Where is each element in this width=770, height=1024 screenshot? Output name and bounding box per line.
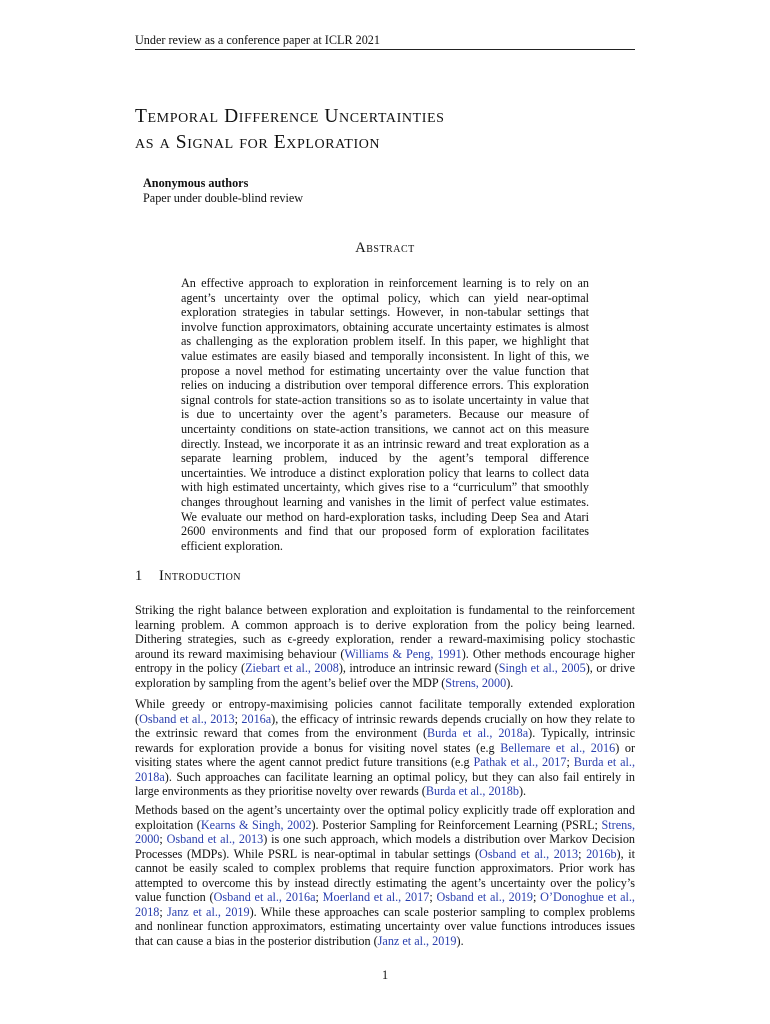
paragraph-text: ), it cannot be easily scaled to complex problems that require function approximators. Prior work has attempted to overcome this by instead directly estimating the agent’s uncertainty over the policy’s value function ( (135, 846, 635, 905)
citation-link[interactable]: Osband et al., 2019 (436, 890, 534, 905)
citation-link[interactable]: Osband et al., 2013 (139, 711, 235, 726)
section-number: 1 (135, 568, 143, 584)
paragraph-text: ; (315, 890, 323, 905)
paragraph-text: ), the efficacy of intrinsic rewards depends crucially on how they relate to the extrinsic reward that comes from the environment ( (135, 711, 635, 741)
paragraph-text: ; (578, 846, 587, 861)
paragraph-text: ). (518, 784, 527, 799)
intro-paragraph-1 (135, 603, 635, 690)
section-title: Introduction (159, 568, 241, 584)
abstract-text: An effective approach to exploration in reinforcement learning is to rely on an agent’s uncertainty over the optimal policy, which can yield near-optimal exploration strategies in tabular settings. However, in non-tabular settings that involve function approximators, obtaining accurate uncertainty estimates is almost as challenging as the exploration problem itself. In this paper, we highlight that value estimates are easily biased and temporally inconsistent. In light of this, we propose a novel method for estimating uncertainty over the value function that relies on inducing a distribution over temporal difference errors. This exploration signal controls for state-action transitions so as to isolate uncertainty in value that is due to uncertainty over the agent’s parameters. Because our measure of uncertainty conditions on state-action transitions, we cannot act on this measure directly. Instead, we incorporate it as an intrinsic reward and treat exploration as a separate learning problem, induced by the agent’s temporal difference uncertainties. We introduce a distinct exploration policy that learns to collect data with high estimated uncertainty, which gives rise to a “curriculum” that smoothly changes throughout learning and vanishes in the limit of perfect value estimates. We evaluate our method on hard-exploration tasks, including Deep Sea and Atari 2600 environments and find that our proposed form of exploration facilitates efficient exploration. (181, 276, 589, 553)
intro-paragraph-2 (135, 697, 635, 799)
paragraph-text: ). Other methods encourage higher entropy in the policy ( (135, 646, 635, 676)
citation-link[interactable]: Williams & Peng, 1991 (344, 646, 462, 661)
paragraph-text: ). (456, 933, 464, 948)
citation-link[interactable]: Bellemare et al., 2016 (500, 740, 616, 755)
citation-link[interactable]: 2016b (586, 846, 617, 861)
citation-link[interactable]: Janz et al., 2019 (377, 933, 457, 948)
paragraph-text: Striking the right balance between exploration and exploitation is fundamental to the reinforcement learning problem. A common approach is to derive exploration from the policy being learned. Dithering strategies, such as ϵ-greedy exploration, render a reward-maximising policy stochastic around its reward maximising behaviour ( (135, 603, 635, 661)
paragraph-text: ). Typically, intrinsic rewards for exploration provide a bonus for visiting novel states (e.g (135, 726, 635, 755)
paragraph-text: ; (159, 904, 168, 919)
citation-link[interactable]: Osband et al., 2013 (166, 832, 264, 847)
citation-link[interactable]: Burda et al., 2018b (425, 784, 519, 799)
citation-link[interactable]: 2016a (241, 711, 272, 726)
citation-link[interactable]: Osband et al., 2013 (479, 846, 579, 861)
citation-link[interactable]: Singh et al., 2005 (498, 661, 586, 676)
citation-link[interactable]: Janz et al., 2019 (167, 904, 250, 919)
paragraph-text: ; (429, 890, 437, 905)
citation-link[interactable]: Strens, 2000 (135, 817, 636, 847)
intro-paragraph-3 (135, 803, 635, 948)
section-heading-introduction (135, 568, 241, 585)
paragraph-text: ). (506, 675, 514, 690)
paper-title (135, 104, 655, 156)
header-rule (135, 49, 635, 50)
paragraph-text: ). Posterior Sampling for Reinforcement Learning (PSRL; (311, 817, 602, 832)
citation-link[interactable]: Burda et al., 2018a (427, 726, 529, 741)
page-number: 1 (381, 968, 389, 982)
author-name: Anonymous authors (143, 176, 249, 190)
citation-link[interactable]: Ziebart et al., 2008 (245, 661, 339, 676)
paragraph-text: ). While these approaches can scale posterior sampling to complex problems and nonlinear function approximators, estimating uncertainty over value functions introduces issues that can cause a bias in the posterior distribution ( (135, 904, 636, 948)
running-header: Under review as a conference paper at ICLR 2021 (135, 33, 380, 47)
citation-link[interactable]: Kearns & Singh, 2002 (200, 817, 312, 832)
citation-link[interactable]: Osband et al., 2016a (213, 890, 316, 905)
paragraph-text: ; (566, 755, 574, 770)
title-line-2: as a Signal for Exploration (135, 132, 381, 153)
abstract-heading: Abstract (355, 240, 415, 256)
paragraph-text: ; (159, 832, 167, 847)
citation-link[interactable]: Moerland et al., 2017 (322, 890, 430, 905)
paragraph-text: While greedy or entropy-maximising policies cannot facilitate temporally extended exploration ( (135, 697, 635, 726)
citation-link[interactable]: O’Donoghue et al., 2018 (135, 890, 635, 919)
paragraph-text: ), or drive exploration by sampling from the agent’s belief over the MDP ( (135, 661, 635, 690)
paragraph-text: ) or visiting states where the agent cannot predict future transitions (e.g (135, 740, 636, 770)
author-block (143, 176, 303, 205)
citation-link[interactable]: Burda et al., 2018a (135, 755, 636, 784)
citation-link[interactable]: Pathak et al., 2017 (473, 755, 567, 770)
review-note: Paper under double-blind review (143, 190, 304, 205)
title-line-1: Temporal Difference Uncertainties (135, 106, 445, 127)
citation-link[interactable]: Strens, 2000 (445, 675, 507, 690)
paragraph-text: ) is one such approach, which models a distribution over Markov Decision Processes (MDPs). While PSRL is near-optimal in tabular settings ( (135, 832, 636, 861)
paragraph-text: ; (234, 711, 242, 726)
paragraph-text: ), introduce an intrinsic reward ( (338, 661, 499, 676)
paragraph-text: ). Such approaches can facilitate learning an optimal policy, but they can also fail entirely in large environments as they prioritise novelty over rewards ( (135, 769, 635, 799)
paragraph-text: Methods based on the agent’s uncertainty over the optimal policy explicitly trade off exploration and exploitation ( (135, 803, 635, 832)
paragraph-text: ; (533, 890, 541, 905)
